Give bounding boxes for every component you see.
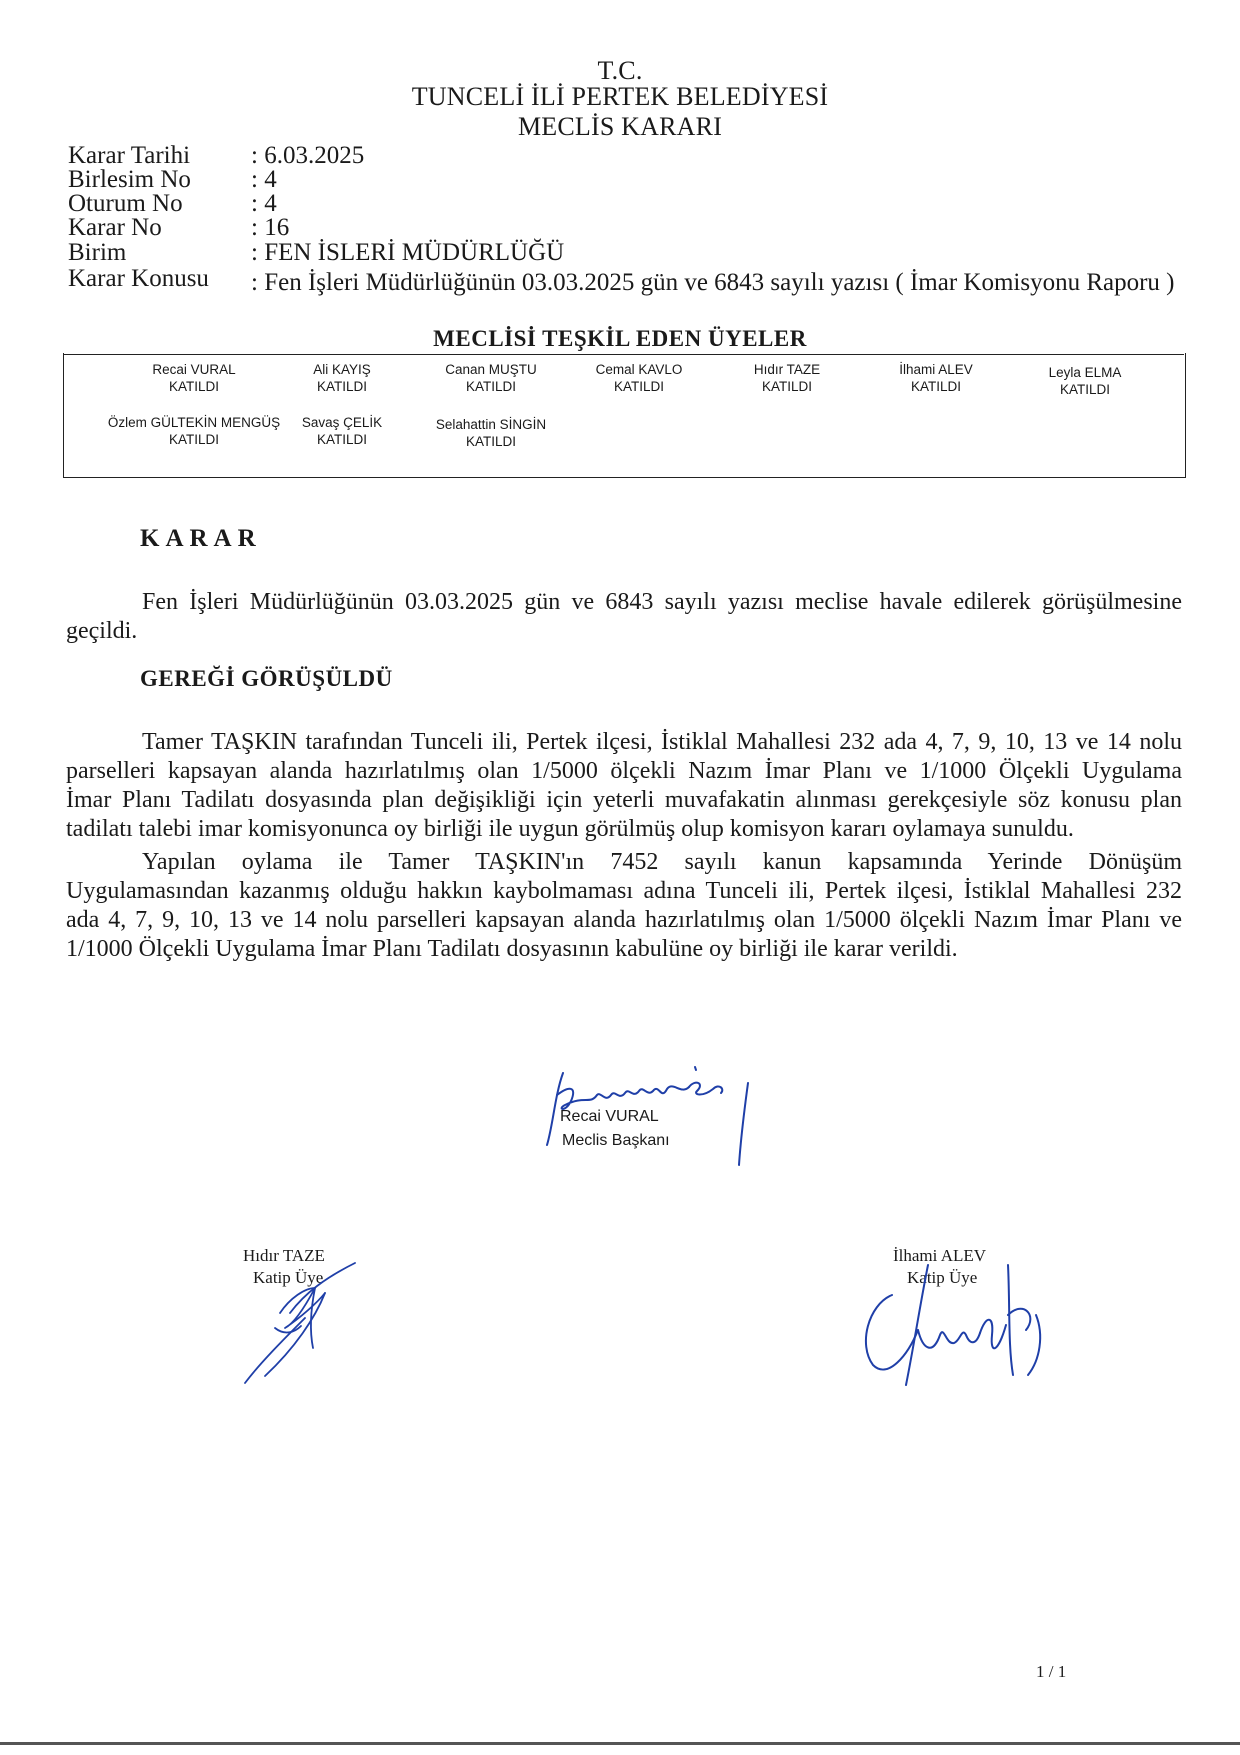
member-name: İlhami ALEV bbox=[899, 362, 973, 377]
member-5 bbox=[707, 361, 867, 395]
body-line: İmar Planı Tadilatı dosyasında plan değişikliği için yeterli muvafakatin alınması gerekçesiyle söz konusu plan bbox=[66, 787, 1182, 813]
left-clerk-name: Hıdır TAZE bbox=[243, 1246, 325, 1265]
right-clerk-signature-icon bbox=[848, 1255, 1078, 1395]
member-2 bbox=[262, 361, 422, 395]
member-name: Cemal KAVLO bbox=[595, 362, 683, 377]
member-status: KATILDI bbox=[613, 379, 664, 394]
body-line: tadilatı talebi imar komisyonunca oy birliği ile uygun görülmüş olup komisyon kararı oylamaya sunuldu. bbox=[66, 816, 1074, 842]
meta-value-karar-no: : 16 bbox=[251, 214, 290, 241]
meta-label-birlesim-no: Birlesim No bbox=[68, 166, 191, 193]
member-name: Savaş ÇELİK bbox=[301, 415, 383, 430]
page-number: 1 / 1 bbox=[1036, 1662, 1067, 1681]
member-10 bbox=[411, 416, 571, 450]
meta-label-karar-no: Karar No bbox=[68, 214, 162, 241]
header-municipality: TUNCELİ İLİ PERTEK BELEDİYESİ bbox=[411, 82, 829, 111]
left-clerk-signature-icon bbox=[235, 1258, 375, 1388]
members-box bbox=[63, 353, 1186, 478]
member-status: KATILDI bbox=[316, 379, 367, 394]
intro-paragraph bbox=[66, 588, 1182, 646]
decision-title: KARAR bbox=[140, 525, 262, 552]
member-name: Hıdır TAZE bbox=[753, 362, 821, 377]
member-status: KATILDI bbox=[465, 434, 516, 449]
meta-value-karar-konusu: : Fen İşleri Müdürlüğünün 03.03.2025 gün ve 6843 sayılı yazısı ( İmar Komisyonu Raporu ) bbox=[251, 269, 1175, 296]
body-line: 1/1000 Ölçekli Uygulama İmar Planı Tadilatı dosyasının kabulüne oy birliği ile karar verildi. bbox=[66, 936, 958, 962]
member-name: Recai VURAL bbox=[152, 362, 236, 377]
member-status: KATILDI bbox=[910, 379, 961, 394]
right-clerk-name: İlhami ALEV bbox=[893, 1246, 987, 1265]
meta-value-birim: : FEN İSLERİ MÜDÜRLÜĞÜ bbox=[251, 239, 565, 266]
meta-value-birlesim-no: : 4 bbox=[251, 166, 277, 193]
chair-title: Meclis Başkanı bbox=[562, 1132, 670, 1149]
members-title: MECLİSİ TEŞKİL EDEN ÜYELER bbox=[433, 326, 807, 351]
member-status: KATILDI bbox=[1059, 382, 1110, 397]
member-name: Selahattin SİNGİN bbox=[435, 417, 547, 432]
chair-name: Recai VURAL bbox=[560, 1108, 659, 1125]
right-clerk-title: Katip Üye bbox=[907, 1268, 978, 1287]
meta-label-karar-konusu: Karar Konusu bbox=[68, 265, 209, 292]
member-name: Canan MUŞTU bbox=[445, 362, 537, 377]
body-line: Yapılan oylama ile Tamer TAŞKIN'ın 7452 sayılı kanun kapsamında Yerinde Dönüşüm bbox=[142, 849, 1182, 875]
bottom-rule bbox=[0, 1742, 1240, 1745]
header-tc: T.C. bbox=[597, 56, 643, 85]
intro-line: Fen İşleri Müdürlüğünün 03.03.2025 gün ve 6843 sayılı yazısı meclise havale edilerek görüşülmesine bbox=[142, 589, 1182, 615]
member-status: KATILDI bbox=[761, 379, 812, 394]
member-7 bbox=[1005, 364, 1165, 398]
body-paragraph-1 bbox=[66, 728, 1182, 844]
member-name: Leyla ELMA bbox=[1048, 365, 1122, 380]
meta-value-karar-tarihi: : 6.03.2025 bbox=[251, 142, 365, 169]
left-clerk-title: Katip Üye bbox=[253, 1268, 324, 1287]
meta-label-birim: Birim bbox=[68, 239, 127, 266]
body-line: parselleri kapsayan alanda hazırlatılmış olan 1/5000 ölçekli Nazım İmar Planı ve 1/1000 Ölçekli Uygulama bbox=[66, 758, 1182, 784]
meta-label-oturum-no: Oturum No bbox=[68, 190, 183, 217]
member-status: KATILDI bbox=[168, 379, 219, 394]
intro-line: geçildi. bbox=[66, 618, 138, 644]
member-4 bbox=[559, 361, 719, 395]
member-3 bbox=[411, 361, 571, 395]
body-line: Tamer TAŞKIN tarafından Tunceli ili, Pertek ilçesi, İstiklal Mahallesi 232 ada 4, 7, 9, 10, 13 ve 14 nolu bbox=[142, 729, 1182, 755]
member-1 bbox=[114, 361, 274, 395]
member-status: KATILDI bbox=[465, 379, 516, 394]
meta-label-karar-tarihi: Karar Tarihi bbox=[68, 142, 191, 169]
member-name: Ali KAYIŞ bbox=[313, 362, 371, 377]
body-paragraph-2 bbox=[66, 848, 1182, 964]
member-status: KATILDI bbox=[168, 432, 219, 447]
member-name: Özlem GÜLTEKİN MENGÜŞ bbox=[107, 415, 281, 430]
meta-value-oturum-no: : 4 bbox=[251, 190, 277, 217]
body-line: ada 4, 7, 9, 10, 13 ve 14 nolu parselleri kapsayan alanda hazırlatılmış olan 1/5000 ölçekli Nazım İmar Planı ve bbox=[66, 907, 1182, 933]
member-status: KATILDI bbox=[316, 432, 367, 447]
member-6 bbox=[856, 361, 1016, 395]
header-council-decision: MECLİS KARARI bbox=[517, 112, 723, 141]
body-line: Uygulamasından kazanmış olduğu hakkın kaybolmaması adına Tunceli ili, Pertek ilçesi, İstiklal Mahallesi 232 bbox=[66, 878, 1182, 904]
member-9 bbox=[262, 414, 422, 448]
discussion-title: GEREĞİ GÖRÜŞÜLDÜ bbox=[140, 666, 393, 691]
